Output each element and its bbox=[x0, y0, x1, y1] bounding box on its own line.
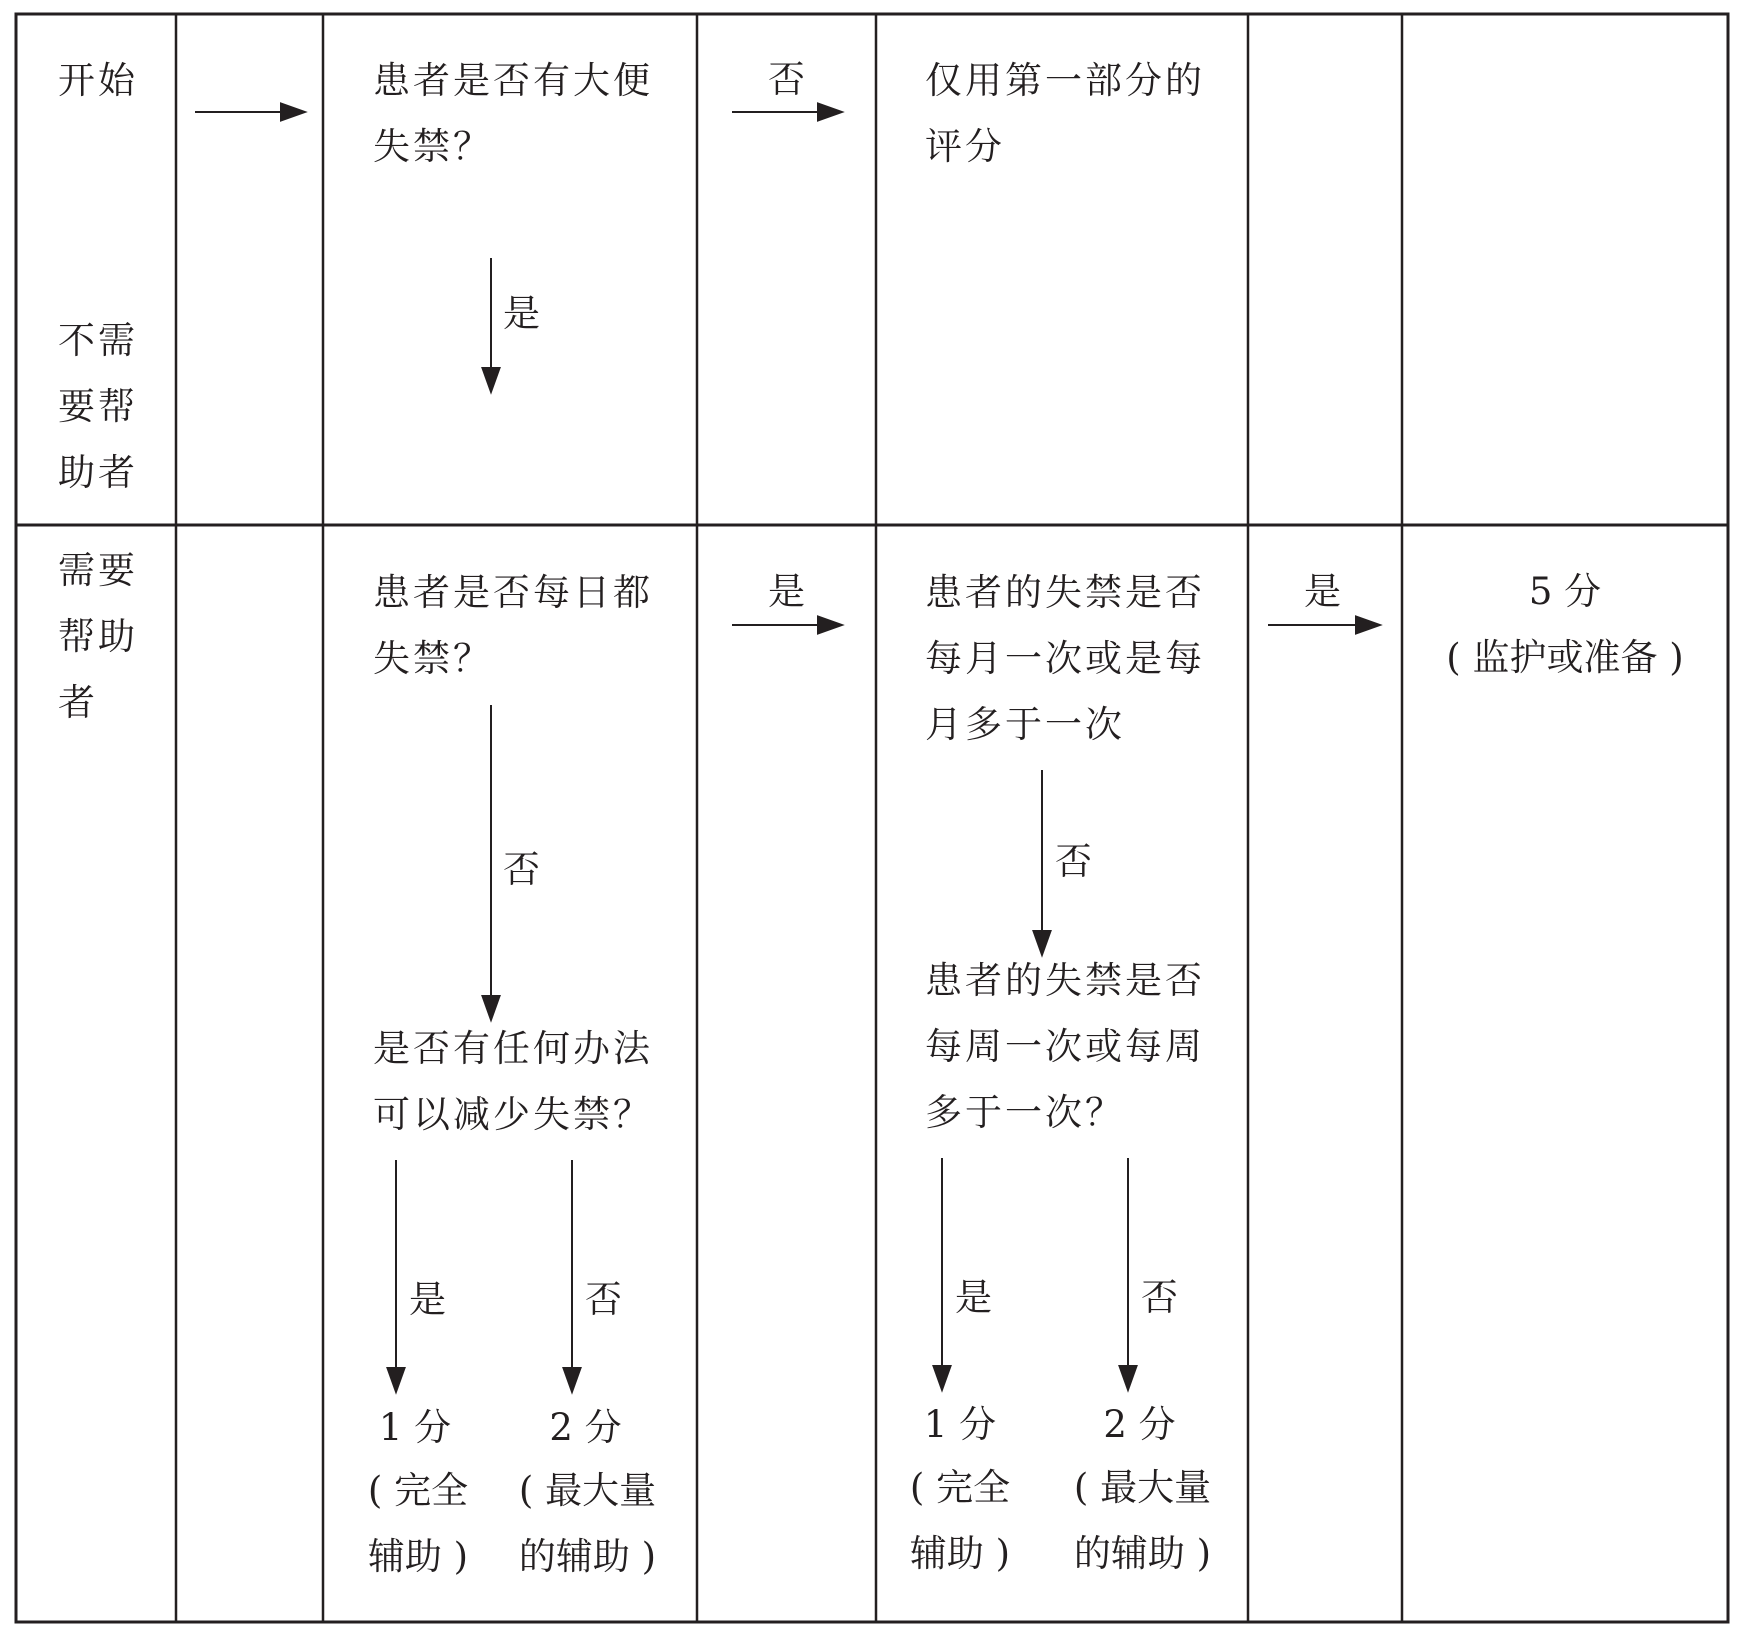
row2-header: 需要 帮助 者 bbox=[58, 549, 138, 724]
question-weekly: 患者的失禁是否 每周一次或每周 多于一次？ bbox=[925, 959, 1205, 1134]
label-monthly-no: 否 bbox=[1055, 840, 1092, 883]
result-part-one-only: 仅用第一部分的 评分 bbox=[925, 59, 1205, 168]
row1-header: 开始 bbox=[58, 59, 138, 102]
label-daily-yes: 是 bbox=[768, 570, 805, 613]
label-reduce-yes: 是 bbox=[409, 1278, 446, 1321]
label-row1-no: 否 bbox=[768, 58, 805, 101]
score-reduce-no: 2 分 bbox=[549, 1406, 622, 1449]
label-monthly-yes: 是 bbox=[1304, 570, 1341, 613]
question-daily: 患者是否每日都 失禁？ bbox=[373, 571, 653, 680]
desc-final: ( 监护或准备 ) bbox=[1446, 636, 1684, 679]
desc-weekly-yes: ( 完全 辅助 ) bbox=[909, 1466, 1011, 1575]
desc-reduce-no: ( 最大量 的辅助 ) bbox=[518, 1469, 657, 1578]
row1-header-sub: 不需 要帮 助者 bbox=[58, 319, 138, 494]
score-final: 5 分 bbox=[1528, 570, 1602, 613]
label-reduce-no: 否 bbox=[585, 1278, 622, 1321]
question-reduce: 是否有任何办法 可以减少失禁？ bbox=[373, 1027, 653, 1136]
table-border bbox=[16, 14, 1728, 1622]
score-reduce-yes: 1 分 bbox=[378, 1406, 452, 1449]
label-row1-yes: 是 bbox=[503, 292, 540, 335]
score-weekly-no: 2 分 bbox=[1103, 1403, 1176, 1446]
score-weekly-yes: 1 分 bbox=[923, 1403, 997, 1446]
desc-weekly-no: ( 最大量 的辅助 ) bbox=[1073, 1466, 1212, 1575]
label-weekly-no: 否 bbox=[1141, 1276, 1178, 1319]
desc-reduce-yes: ( 完全 辅助 ) bbox=[367, 1469, 469, 1578]
question-monthly: 患者的失禁是否 每月一次或是每 月多于一次 bbox=[925, 571, 1205, 746]
label-weekly-yes: 是 bbox=[955, 1276, 992, 1319]
question-fecal-incontinence: 患者是否有大便 失禁？ bbox=[373, 59, 653, 168]
label-daily-no: 否 bbox=[503, 848, 540, 891]
